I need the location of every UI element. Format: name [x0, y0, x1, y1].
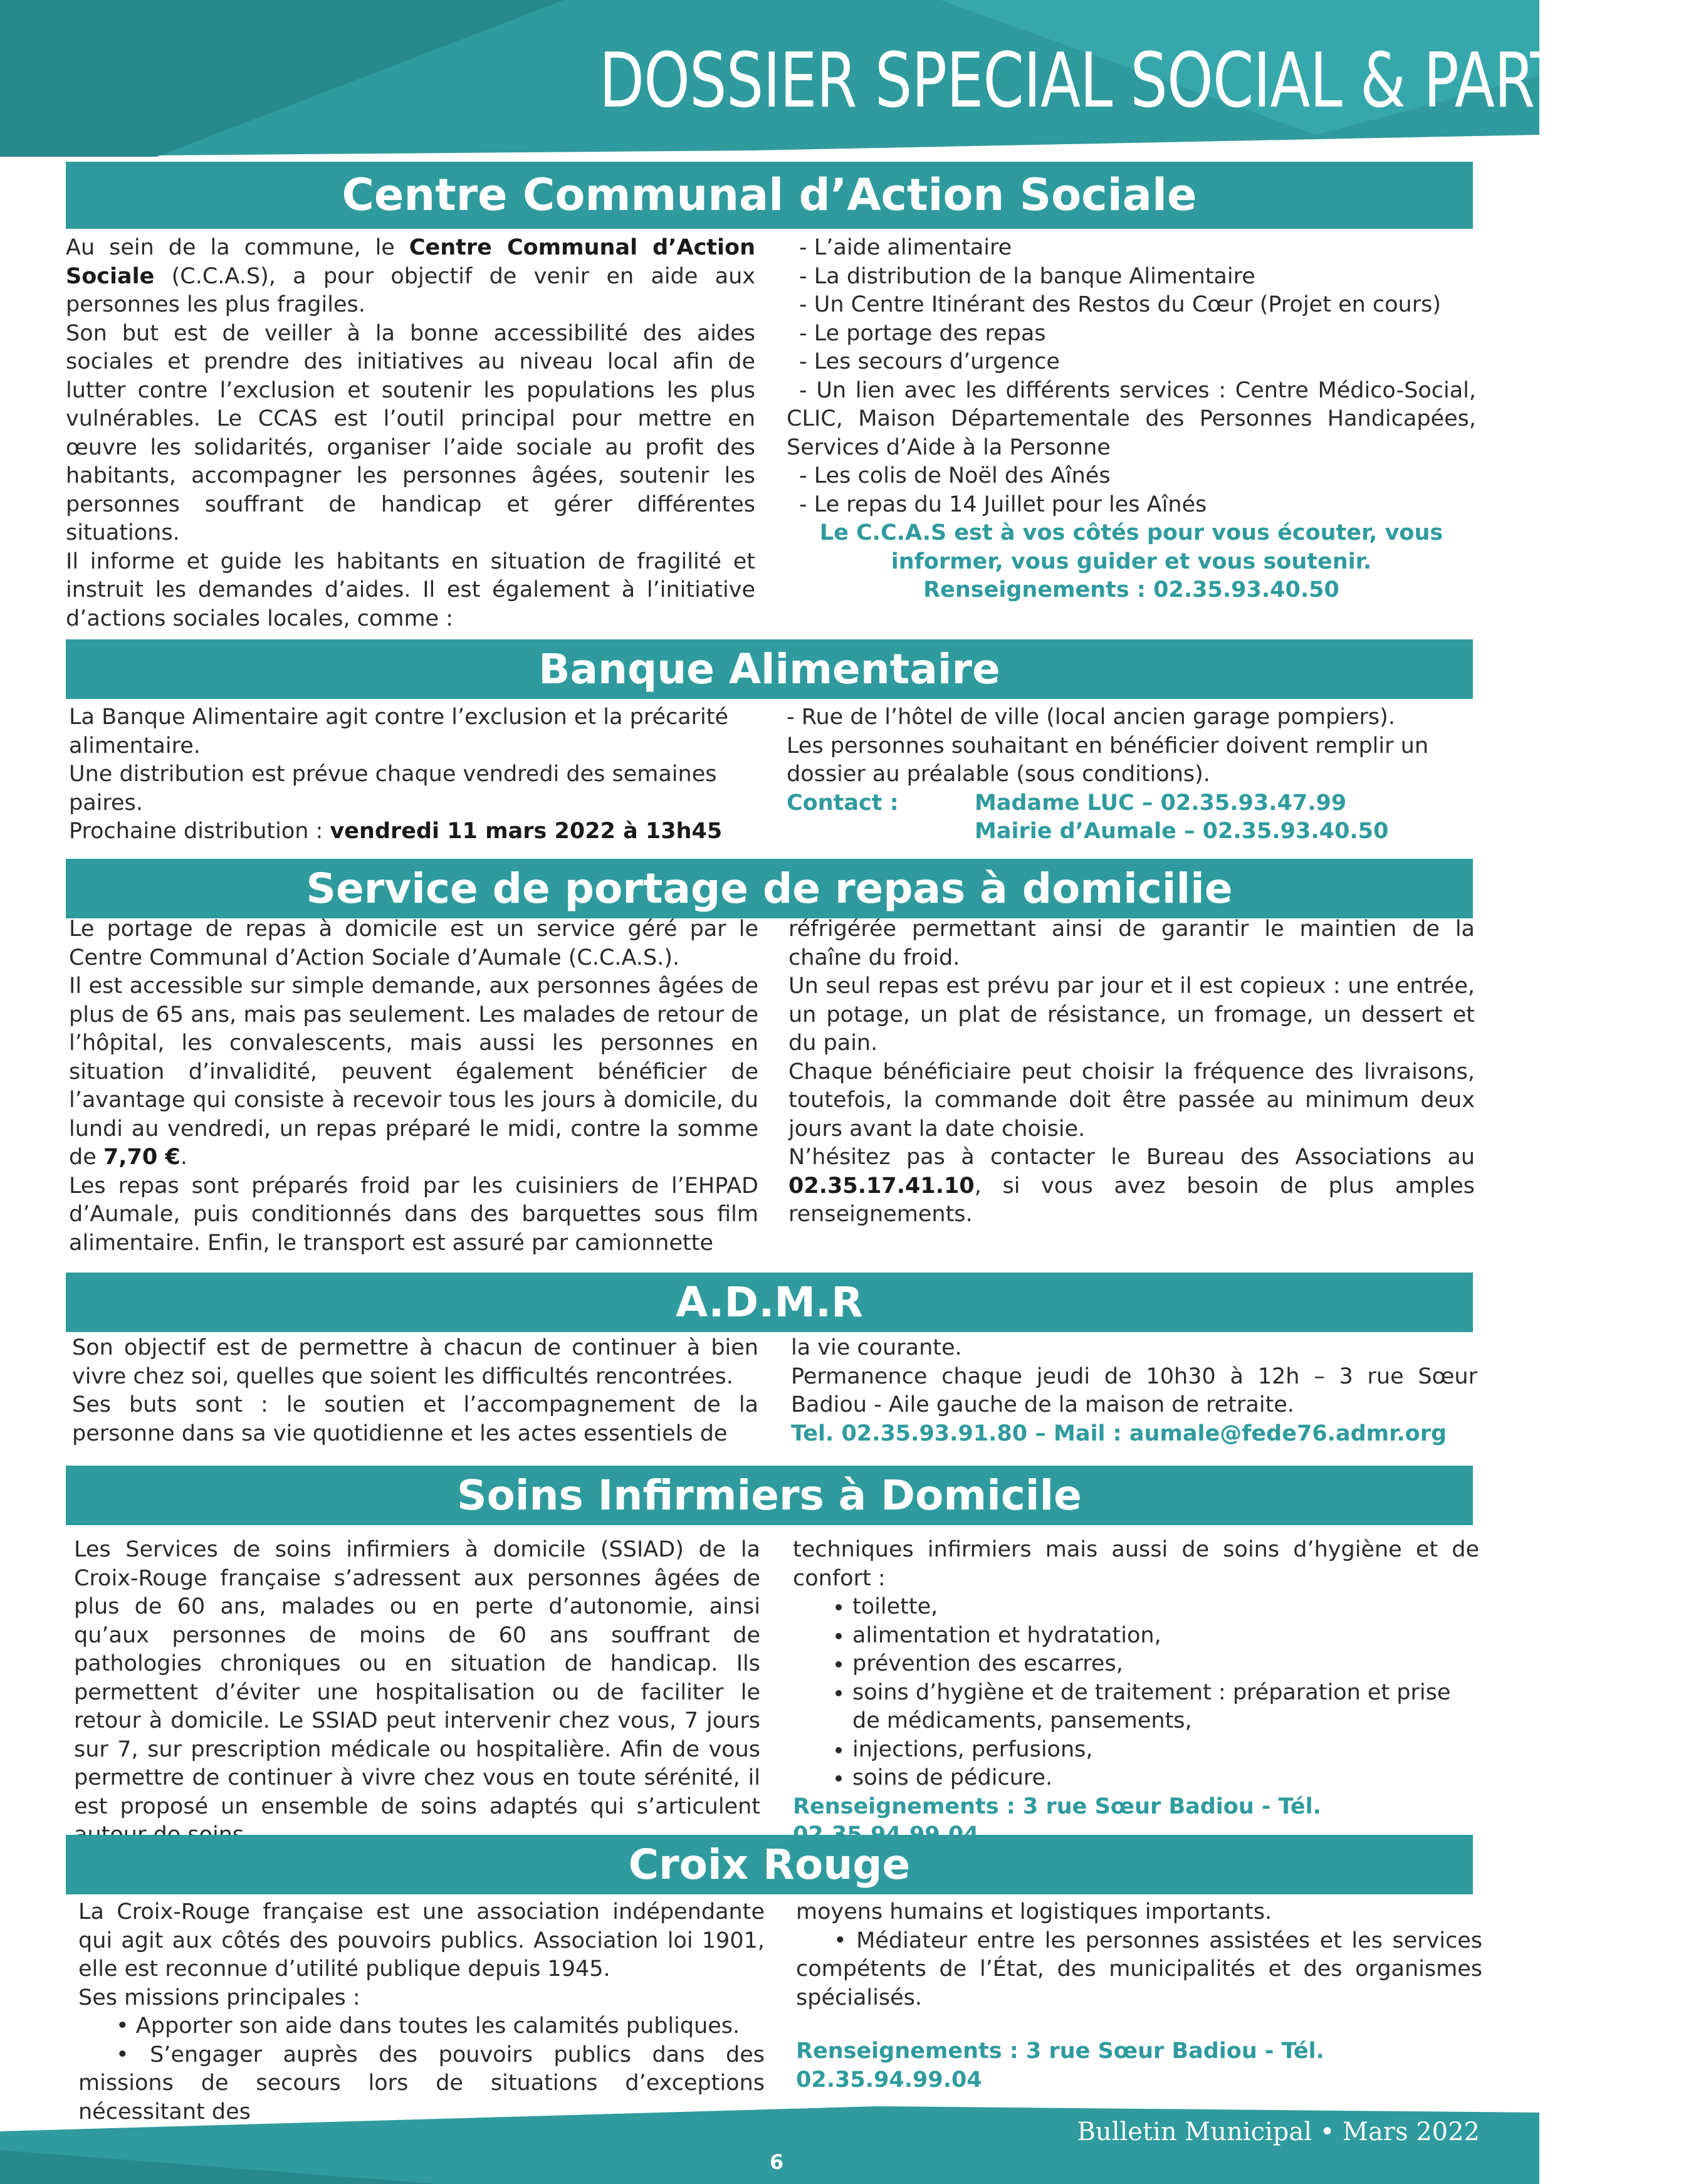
- soins-right-column: [793, 1536, 1479, 1850]
- croix-left-column: [78, 1898, 765, 2126]
- banque-right-column: [787, 703, 1476, 846]
- portage-right-paragraph-3: Chaque bénéficiaire peut choisir la fréquence des livraisons, toutefois, la commande doit être passée au minimum deux jours avant la date choisie.: [788, 1059, 1475, 1142]
- portage-price: 7,70 €: [103, 1145, 181, 1170]
- banque-conditions: Les personnes souhaitant en bénéficier doivent remplir un dossier au préalable (sous conditions).: [787, 733, 1429, 787]
- ccas-action-item: - Les colis de Noël des Aînés: [799, 463, 1111, 488]
- section-heading-banque: Banque Alimentaire: [66, 639, 1473, 699]
- soins-care-item: • soins de pédicure.: [852, 1764, 1479, 1793]
- ccas-paragraph-3: Il informe et guide les habitants en situation de fragilité et instruit les demandes d’aides. Il est également à l’initiative d’actions sociales locales, comme :: [66, 549, 755, 631]
- portage-right-paragraph-1: réfrigérée permettant ainsi de garantir le maintien de la chaîne du froid.: [788, 916, 1475, 970]
- ccas-action-item: - Le repas du 14 Juillet pour les Aînés: [799, 491, 1207, 517]
- ccas-action-item: - Le portage des repas: [799, 320, 1046, 346]
- croix-mission-item: • Médiateur entre les personnes assistées et les services compétents de l’État, des municipalités et des organismes spécialisés.: [796, 1928, 1482, 2010]
- portage-paragraph-2: Il est accessible sur simple demande, aux personnes âgées de plus de 65 ans, mais pas seulement. Les malades de retour de l’hôpital, les convalescents, mais aussi les personnes en situation d’invalidité, peuvent également bénéficier de l’avantage qui consiste à recevoir tous les jours à domicile, du lundi au vendredi, un repas préparé le midi, contre la somme de 7,70 €.: [69, 974, 758, 1170]
- ccas-action-item: - Un Centre Itinérant des Restos du Cœur (Projet en cours): [799, 292, 1442, 317]
- ccas-intro: Au sein de la commune, le Centre Communal d’Action Sociale (C.C.A.S), a pour objectif de venir en aide aux personnes les plus fragiles.: [66, 235, 756, 317]
- portage-phone: 02.35.17.41.10: [788, 1173, 975, 1199]
- soins-care-item: • alimentation et hydratation,: [852, 1622, 1479, 1651]
- footer-publication: Bulletin Municipal • Mars 2022: [1077, 2118, 1480, 2146]
- croix-right-paragraph-1: moyens humains et logistiques importants.: [796, 1899, 1272, 1924]
- banque-address: - Rue de l’hôtel de ville (local ancien garage pompiers).: [787, 705, 1395, 730]
- admr-left-column: [72, 1334, 758, 1448]
- soins-care-item: • injections, perfusions,: [852, 1736, 1479, 1765]
- banque-contact-2: Mairie d’Aumale – 02.35.93.40.50: [975, 819, 1389, 844]
- admr-contact: Tel. 02.35.93.91.80 – Mail : aumale@fede76.admr.org: [791, 1420, 1447, 1446]
- ccas-contact: Renseignements : 02.35.93.40.50: [923, 577, 1339, 602]
- banque-contact-1: Madame LUC – 02.35.93.47.99: [975, 790, 1347, 816]
- banque-contact-row: [787, 789, 1476, 818]
- section-heading-soins: Soins Infirmiers à Domicile: [66, 1466, 1473, 1525]
- croix-missions-label: Ses missions principales :: [78, 1985, 360, 2010]
- croix-paragraph-1: La Croix-Rouge française est une association indépendante qui agit aux côtés des pouvoirs publics. Association loi 1901, elle est reconnue d’utilité publique depuis 1945.: [78, 1899, 765, 1982]
- admr-paragraph-1: Son objectif est de permettre à chacun de continuer à bien vivre chez soi, quelles que soient les difficultés rencontrées.: [72, 1335, 758, 1389]
- admr-paragraph-2: Ses buts sont : le soutien et l’accompagnement de la personne dans sa vie quotidienne et les actes essentiels de: [72, 1392, 758, 1446]
- admr-right-column: [791, 1334, 1477, 1448]
- page-title: DOSSIER SPECIAL SOCIAL & PARTAGE: [599, 38, 1681, 125]
- page-number: 6: [770, 2150, 784, 2174]
- soins-care-item: • toilette,: [852, 1593, 1479, 1622]
- soins-contact: Renseignements : 3 rue Sœur Badiou - Tél.: [793, 1793, 1321, 1819]
- ccas-left-column: [66, 234, 755, 633]
- banque-contact-label: Contact :: [787, 790, 899, 816]
- soins-care-list: [793, 1593, 1479, 1793]
- portage-paragraph-1: Le portage de repas à domicile est un service géré par le Centre Communal d’Action Sociale d’Aumale (C.C.A.S.).: [69, 916, 758, 970]
- ccas-highlight: Le C.C.A.S est à vos côtés pour vous écouter, vous informer, vous guider et vous soutenir.: [819, 520, 1443, 574]
- banque-left-column: [69, 703, 758, 846]
- soins-care-item: • prévention des escarres,: [852, 1650, 1479, 1679]
- ccas-action-item: - L’aide alimentaire: [799, 235, 1012, 260]
- croix-mission-item: • Apporter son aide dans toutes les calamités publiques.: [116, 2013, 740, 2039]
- ccas-right-column: [787, 234, 1476, 605]
- croix-mission-item: • S’engager auprès des pouvoirs publics dans des missions de secours lors de situations d’exceptions nécessitant des: [78, 2042, 765, 2124]
- admr-right-paragraph-1: la vie courante.: [791, 1335, 962, 1360]
- croix-right-column: [796, 1898, 1482, 2094]
- ccas-action-item: - La distribution de la banque Alimentaire: [799, 263, 1255, 289]
- portage-left-column: [69, 915, 758, 1257]
- portage-paragraph-3: Les repas sont préparés froid par les cuisiniers de l’EHPAD d’Aumale, puis conditionnés dans des barquettes sous film alimentaire. Enfin, le transport est assuré par camionnette: [69, 1173, 758, 1256]
- banque-paragraph-2: Une distribution est prévue chaque vendredi des semaines paires.: [69, 762, 717, 816]
- portage-right-column: [788, 915, 1475, 1229]
- section-heading-croix-rouge: Croix Rouge: [66, 1835, 1473, 1894]
- banque-contact-row: [787, 817, 1476, 846]
- banque-paragraph-1: La Banque Alimentaire agit contre l’exclusion et la précarité alimentaire.: [69, 705, 729, 759]
- admr-permanence: Permanence chaque jeudi de 10h30 à 12h – 3 rue Sœur Badiou - Aile gauche de la maison de retraite.: [791, 1363, 1477, 1417]
- soins-paragraph-1: Les Services de soins infirmiers à domicile (SSIAD) de la Croix-Rouge française s’adressent aux personnes âgées de plus de 60 ans, malades ou en perte d’autonomie, ainsi qu’aux personnes de moins de 60 ans souffrant de pathologies chroniques ou en situation de handicap. Ils permettent d’éviter une hospitalisation ou de faciliter le retour à domicile. Le SSIAD peut intervenir chez vous, 7 jours sur 7, sur prescription médicale ou hospitalière. Afin de vous permettre de continuer à vivre chez vous en toute sérénité, il est proposé un ensemble de soins adaptés qui s’articulent: [74, 1537, 760, 1819]
- ccas-action-item: - Les secours d’urgence: [799, 349, 1060, 374]
- ccas-action-item: - Un lien avec les différents services : Centre Médico-Social, CLIC, Maison Départementale des Personnes Handicapées, Services d’Aide à la Personne: [787, 377, 1476, 460]
- portage-right-paragraph-4: N’hésitez pas à contacter le Bureau des Associations au 02.35.17.41.10, si vous avez besoin de plus amples renseignements.: [788, 1145, 1475, 1227]
- section-heading-admr: A.D.M.R: [66, 1273, 1473, 1332]
- banque-next-distribution: Prochaine distribution : vendredi 11 mars 2022 à 13h45: [69, 819, 723, 844]
- soins-care-item: • soins d’hygiène et de traitement : préparation et prise de médicaments, pansements,: [852, 1679, 1479, 1736]
- ccas-paragraph-2: Son but est de veiller à la bonne accessibilité des aides sociales et prendre des initiatives au niveau local afin de lutter contre l’exclusion et soutenir les populations les plus vulnérables. Le CCAS est l’outil principal pour mettre en œuvre les solidarités, organiser l’aide sociale au profit des habitants, accompagner les personnes âgées, soutenir les personnes souffrant de handicap et gérer différentes situations.: [66, 320, 755, 545]
- portage-right-paragraph-2: Un seul repas est prévu par jour et il est copieux : une entrée, un potage, un plat de résistance, un fromage, un dessert et du pain.: [788, 974, 1475, 1056]
- section-heading-portage: Service de portage de repas à domicilie: [66, 859, 1473, 918]
- soins-right-paragraph-1: techniques infirmiers mais aussi de soins d’hygiène et de confort :: [793, 1537, 1479, 1591]
- croix-contact: Renseignements : 3 rue Sœur Badiou - Tél. 02.35.94.99.04: [796, 2039, 1324, 2092]
- soins-left-column: [74, 1536, 760, 1850]
- section-heading-ccas: Centre Communal d’Action Sociale: [66, 162, 1473, 229]
